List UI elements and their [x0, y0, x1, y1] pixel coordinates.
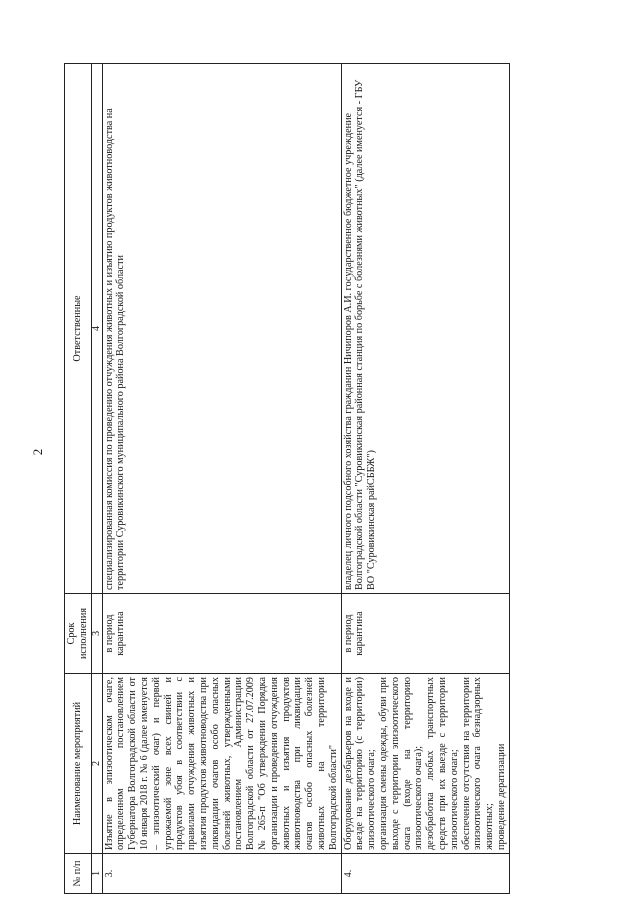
measure-item: проведение дератизации	[495, 743, 507, 850]
column-number-row	[91, 64, 102, 894]
responsible-text: владелец личного подсобного хозяйства гражданин Ничипоров А.И. государственное бюджетное учреждение Волгоградской области "Суровикинская районная станция по борьбе с болезнями животных" (далее именуется - ГБУ ВО "Суровикинская райСББЖ")	[341, 64, 509, 594]
row-number: 4.	[341, 854, 509, 894]
column-number: 1	[91, 854, 102, 894]
measure-text: Изъятие в эпизоотическом очаге, определенном постановлением Губернатора Волгоградской области от 10 января 2018 г. № 6 (далее именуется – эпизоотический очаг) и первой угрожаемой зоне всех свиней и продуктов убоя в соответствии с правилами отчуждения животных и изъятия продуктов животноводства при ликвидации очагов особо опасных болезней животных, утвержденными постановлением Администрации Волгоградской области от 27.07.2009 № 265-п "Об утверждении Порядка организации и проведения отчуждения животных и изъятия продуктов животноводства при ликвидации очагов особо опасных болезней животных на территории Волгоградской области"	[102, 674, 341, 854]
table-row	[341, 64, 509, 894]
header-num: № п/п	[65, 854, 92, 894]
period-text: в период карантина	[102, 594, 341, 674]
header-responsible: Ответственные	[65, 64, 92, 594]
column-number: 4	[91, 64, 102, 594]
measure-item: организация смены одежды, обуви при выходе с территории эпизоотического очага (входе на территорию эпизоотического очага);	[377, 677, 425, 850]
responsible-text: специализированная комиссия по проведению отчуждения животных и изъятию продуктов животноводства на территории Суровикинского муниципального района Волгоградской области	[102, 64, 341, 594]
column-number: 2	[91, 674, 102, 854]
measure-item: обеспечение отсутствия на территории эпизоотического очага безнадзорных животных;	[460, 677, 496, 850]
measures-table-sheet	[64, 64, 507, 894]
measure-item: Оборудование дезбарьеров на входе и въезде на территорию (с территории) эпизоотического очага;	[342, 677, 378, 850]
column-number: 3	[91, 594, 102, 674]
measure-item: дезобработка любых транспортных средств при их выезде с территории эпизоотического очага;	[425, 677, 460, 850]
row-number: 3.	[102, 854, 341, 894]
header-measure: Наименование мероприятий	[65, 674, 92, 854]
measure-list	[341, 674, 509, 854]
page-number: 2	[30, 448, 45, 456]
measures-table	[64, 63, 510, 894]
table-header-row	[65, 64, 92, 894]
header-period: Срок исполнения	[65, 594, 92, 674]
period-text: в период карантина	[341, 594, 509, 674]
table-row	[102, 64, 341, 894]
